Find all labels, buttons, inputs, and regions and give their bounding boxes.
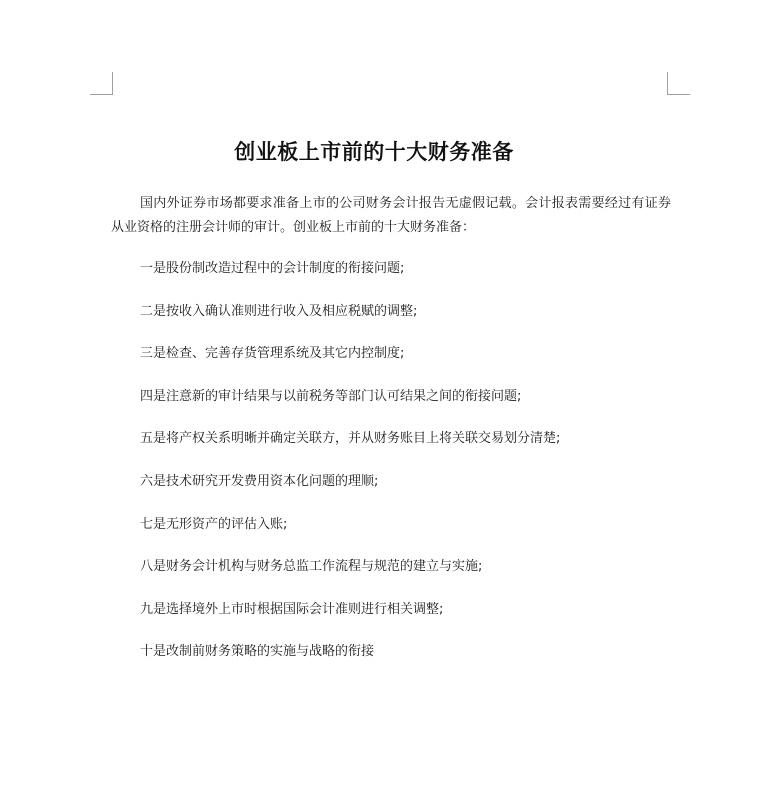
list-item: 六是技术研究开发费用资本化问题的理顺; xyxy=(140,473,379,489)
list-item: 五是将产权关系明晰并确定关联方，并从财务账目上将关联交易划分清楚; xyxy=(140,431,561,447)
list-item: 八是财务会计机构与财务总监工作流程与规范的建立与实施; xyxy=(140,559,483,575)
list-item: 二是按收入确认准则进行收入及相应税赋的调整; xyxy=(140,303,418,319)
list-item: 三是检查、完善存货管理系统及其它内控制度; xyxy=(140,346,405,362)
list-item: 一是股份制改造过程中的会计制度的衔接问题; xyxy=(140,261,405,276)
list-item: 九是选择境外上市时根据国际会计准则进行相关调整; xyxy=(140,601,444,617)
list-item: 七是无形资产的评估入账; xyxy=(140,516,288,532)
preparation-list xyxy=(140,257,680,683)
document-title: 创业板上市前的十大财务准备 xyxy=(234,140,514,164)
list-item: 十是改制前财务策略的实施与战略的衔接 xyxy=(140,644,375,660)
list-item: 四是注意新的审计结果与以前税务等部门认可结果之间的衔接问题; xyxy=(140,388,522,404)
intro-paragraph: 国内外证券市场都要求准备上市的公司财务会计报告无虚假记载。会计报表需要经过有证券从业资格的注册会计师的审计。创业板上市前的十大财务准备： xyxy=(111,196,671,235)
top-right-crop-mark xyxy=(667,72,690,95)
top-left-crop-mark xyxy=(90,72,113,95)
